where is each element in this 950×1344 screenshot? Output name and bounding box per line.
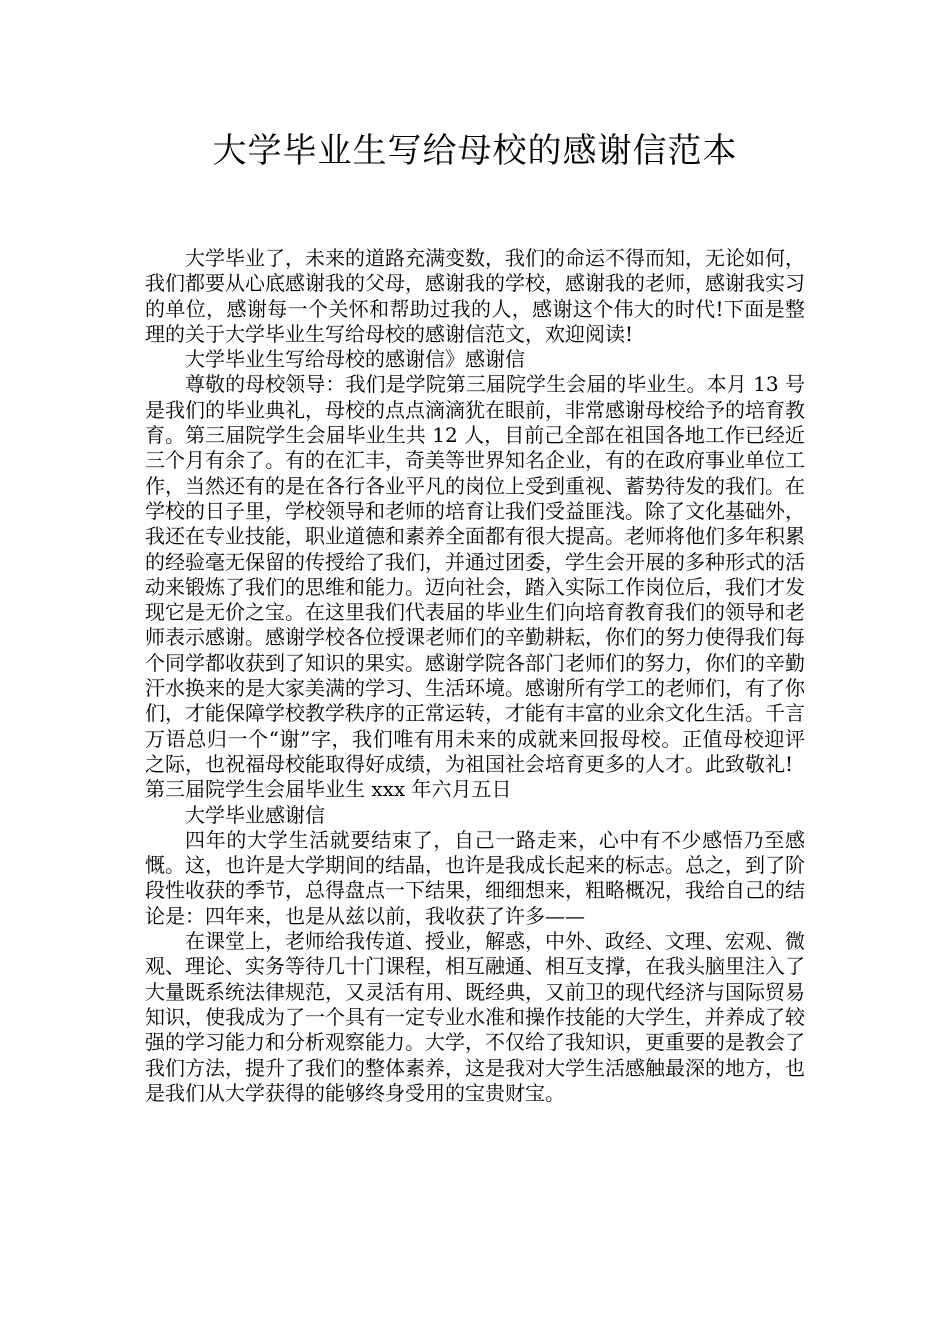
document-title: 大学毕业生写给母校的感谢信范本 — [212, 131, 738, 171]
signature-line: 第三届院学生会届毕业生 xxx 年六月五日 — [145, 777, 512, 802]
document-body — [145, 246, 805, 1106]
section-heading-letter: 大学毕业生写给母校的感谢信》感谢信 — [185, 347, 525, 372]
paragraph-classroom: 在课堂上，老师给我传道、授业，解惑，中外、政经、文理、宏观、微观、理论、实务等待几十门课程，相互融通、相互支撑，在我头脑里注入了大量既系统法律规范，又灵活有用、既经典，又前卫的现代经济与国际贸易知识，使我成为了一个具有一定专业水准和操作技能的大学生，并养成了较强的学习能力和分析观察能力。大学，不仅给了我知识，更重要的是教会了我们方法，提升了我们的整体素养，这是我对大学生活感触最深的地方，也是我们从大学获得的能够终身受用的宝贵财宝。 — [145, 929, 805, 1105]
paragraph-four-years: 四年的大学生活就要结束了，自己一路走来，心中有不少感悟乃至感慨。这，也许是大学期间的结晶，也许是我成长起来的标志。总之，到了阶段性收获的季节，总得盘点一下结果，细细想来，粗略概况，我给自己的结论是：四年来，也是从兹以前，我收获了许多—— — [145, 827, 805, 928]
section-heading-thanks: 大学毕业感谢信 — [185, 802, 325, 827]
paragraph-letter: 尊敬的母校领导：我们是学院第三届院学生会届的毕业生。本月 13 号是我们的毕业典礼，母校的点点滴滴犹在眼前，非常感谢母校给予的培育教育。第三届院学生会届毕业生共 12 人，目前己全部在祖国各地工作已经近三个月有余了。有的在汇丰，奇美等世界知名企业，有的在政府事业单位工作，当然还有的是在各行各业平凡的岗位上受到重视、蓄势待发的我们。在学校的日子里，学校领导和老师的培育让我们受益匪浅。除了文化基础外，我还在专业技能，职业道德和素养全面都有很大提高。老师将他们多年积累的经验毫无保留的传授给了我们，并通过团委，学生会开展的多种形式的活动来锻炼了我们的思维和能力。迈向社会，踏入实际工作岗位后，我们才发现它是无价之宝。在这里我们代表届的毕业生们向培育教育我们的领导和老师表示感谢。感谢学校各位授课老师们的辛勤耕耘，你们的努力使得我们每个同学都收获到了知识的果实。感谢学院各部门老师们的努力，你们的辛勤汗水换来的是大家美满的学习、生活环境。感谢所有学工的老师们，有了你们，才能保障学校教学秩序的正常运转，才能有丰富的业余文化生活。千言万语总归一个“谢”字，我们唯有用未来的成就来回报母校。正值母校迎评之际，也祝福母校能取得好成绩，为祖国社会培育更多的人才。此致敬礼! — [145, 372, 805, 776]
paragraph-intro: 大学毕业了，未来的道路充满变数，我们的命运不得而知，无论如何，我们都要从心底感谢我的父母，感谢我的学校，感谢我的老师，感谢我实习的单位，感谢每一个关怀和帮助过我的人，感谢这个伟大的时代!下面是整理的关于大学毕业生写给母校的感谢信范文，欢迎阅读! — [145, 246, 805, 346]
